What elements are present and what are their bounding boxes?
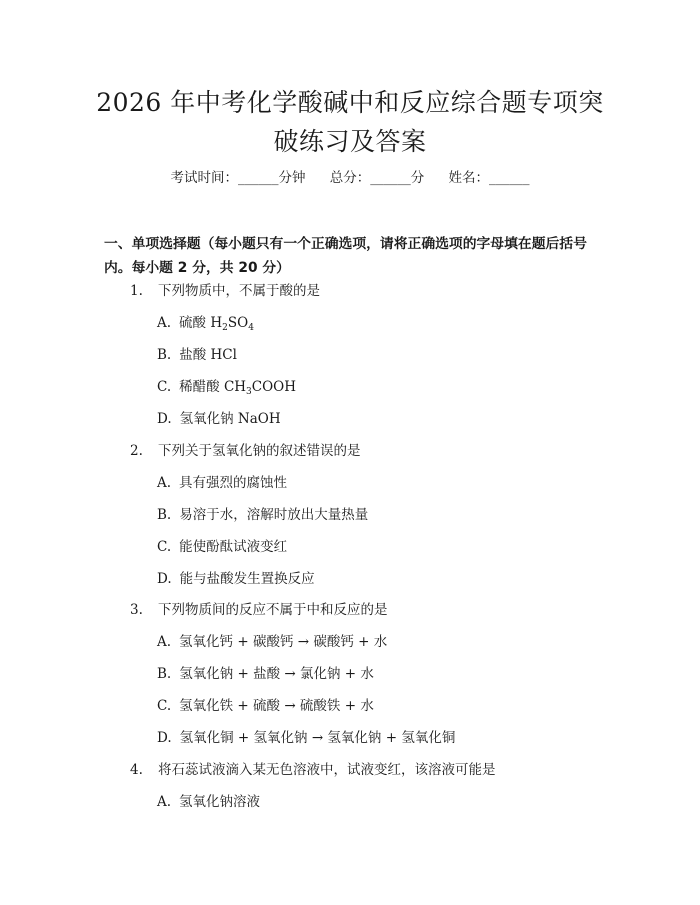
option-letter: B. [157, 666, 172, 682]
section-heading [104, 232, 614, 280]
option-text: 稀醋酸 [179, 379, 224, 395]
option-letter: D. [157, 730, 172, 746]
exam-time-field: 考试时间：______分钟 [170, 170, 306, 186]
option-letter: D. [157, 411, 172, 427]
option-text: 氢氧化钙 + 碳酸钙 → 碳酸钙 + 水 [179, 634, 388, 650]
option-letter: D. [157, 571, 172, 587]
option-letter: A. [157, 475, 172, 491]
option-text: 能使酚酞试液变红 [179, 539, 288, 555]
question-text: 下列物质间的反应不属于中和反应的是 [158, 602, 388, 618]
section-heading-line-1: 一、单项选择题（每小题只有一个正确选项，请将正确选项的字母填在题后括号 [104, 236, 587, 252]
option-text: 氢氧化铁 + 硫酸 → 硫酸铁 + 水 [179, 698, 374, 714]
option-2c [157, 537, 287, 557]
question-3 [130, 600, 388, 620]
option-letter: C. [157, 539, 172, 555]
question-text: 下列关于氢氧化钠的叙述错误的是 [158, 443, 361, 459]
option-letter: B. [157, 507, 172, 523]
option-text: 氢氧化钠 NaOH [179, 411, 281, 427]
total-score-field: 总分：______分 [329, 170, 425, 186]
question-number: 2. [130, 443, 143, 459]
option-1b [157, 345, 237, 365]
option-2b [157, 505, 368, 525]
question-2 [130, 441, 361, 461]
page-title-line-2: 破练习及答案 [273, 127, 427, 156]
option-text: 氢氧化钠 + 盐酸 → 氯化钠 + 水 [179, 666, 374, 682]
question-text: 下列物质中，不属于酸的是 [158, 283, 320, 299]
option-3a [157, 632, 387, 652]
option-3b [157, 664, 374, 684]
option-1d [157, 409, 281, 429]
option-1c [157, 377, 296, 397]
section-heading-line-2: 内。每小题 2 分，共 20 分） [104, 260, 290, 276]
option-2a [157, 473, 287, 493]
option-letter: A. [157, 315, 172, 331]
option-text: 盐酸 HCl [179, 347, 237, 363]
formula-ch3cooh: $CH_3COOH$ [223, 379, 297, 397]
question-text: 将石蕊试液滴入某无色溶液中，试液变红，该溶液可能是 [158, 762, 496, 778]
option-3d [157, 728, 455, 748]
option-2d [157, 569, 315, 589]
question-number: 3. [130, 602, 143, 618]
option-letter: A. [157, 794, 172, 810]
option-letter: C. [157, 379, 172, 395]
option-1a [157, 313, 254, 333]
option-text: 硫酸 [179, 315, 211, 331]
question-number: 1. [130, 283, 143, 299]
option-letter: B. [157, 347, 172, 363]
option-text: 易溶于水，溶解时放出大量热量 [179, 507, 369, 523]
question-number: 4. [130, 762, 143, 778]
option-text: 具有强烈的腐蚀性 [179, 475, 288, 491]
option-letter: C. [157, 698, 172, 714]
formula-h2so4: $H_2SO_4$ [210, 315, 254, 333]
student-name-field: 姓名：______ [448, 170, 530, 186]
question-1 [130, 281, 320, 301]
option-text: 氢氧化钠溶液 [179, 794, 261, 810]
exam-info [0, 168, 700, 188]
question-4 [130, 760, 496, 780]
page-title-line-1: 2026 年中考化学酸碱中和反应综合题专项突 [96, 88, 604, 117]
option-text: 氢氧化铜 + 氢氧化钠 → 氢氧化钠 + 氢氧化铜 [179, 730, 456, 746]
option-letter: A. [157, 634, 172, 650]
option-text: 能与盐酸发生置换反应 [179, 571, 315, 587]
option-4a [157, 792, 260, 812]
option-3c [157, 696, 374, 716]
